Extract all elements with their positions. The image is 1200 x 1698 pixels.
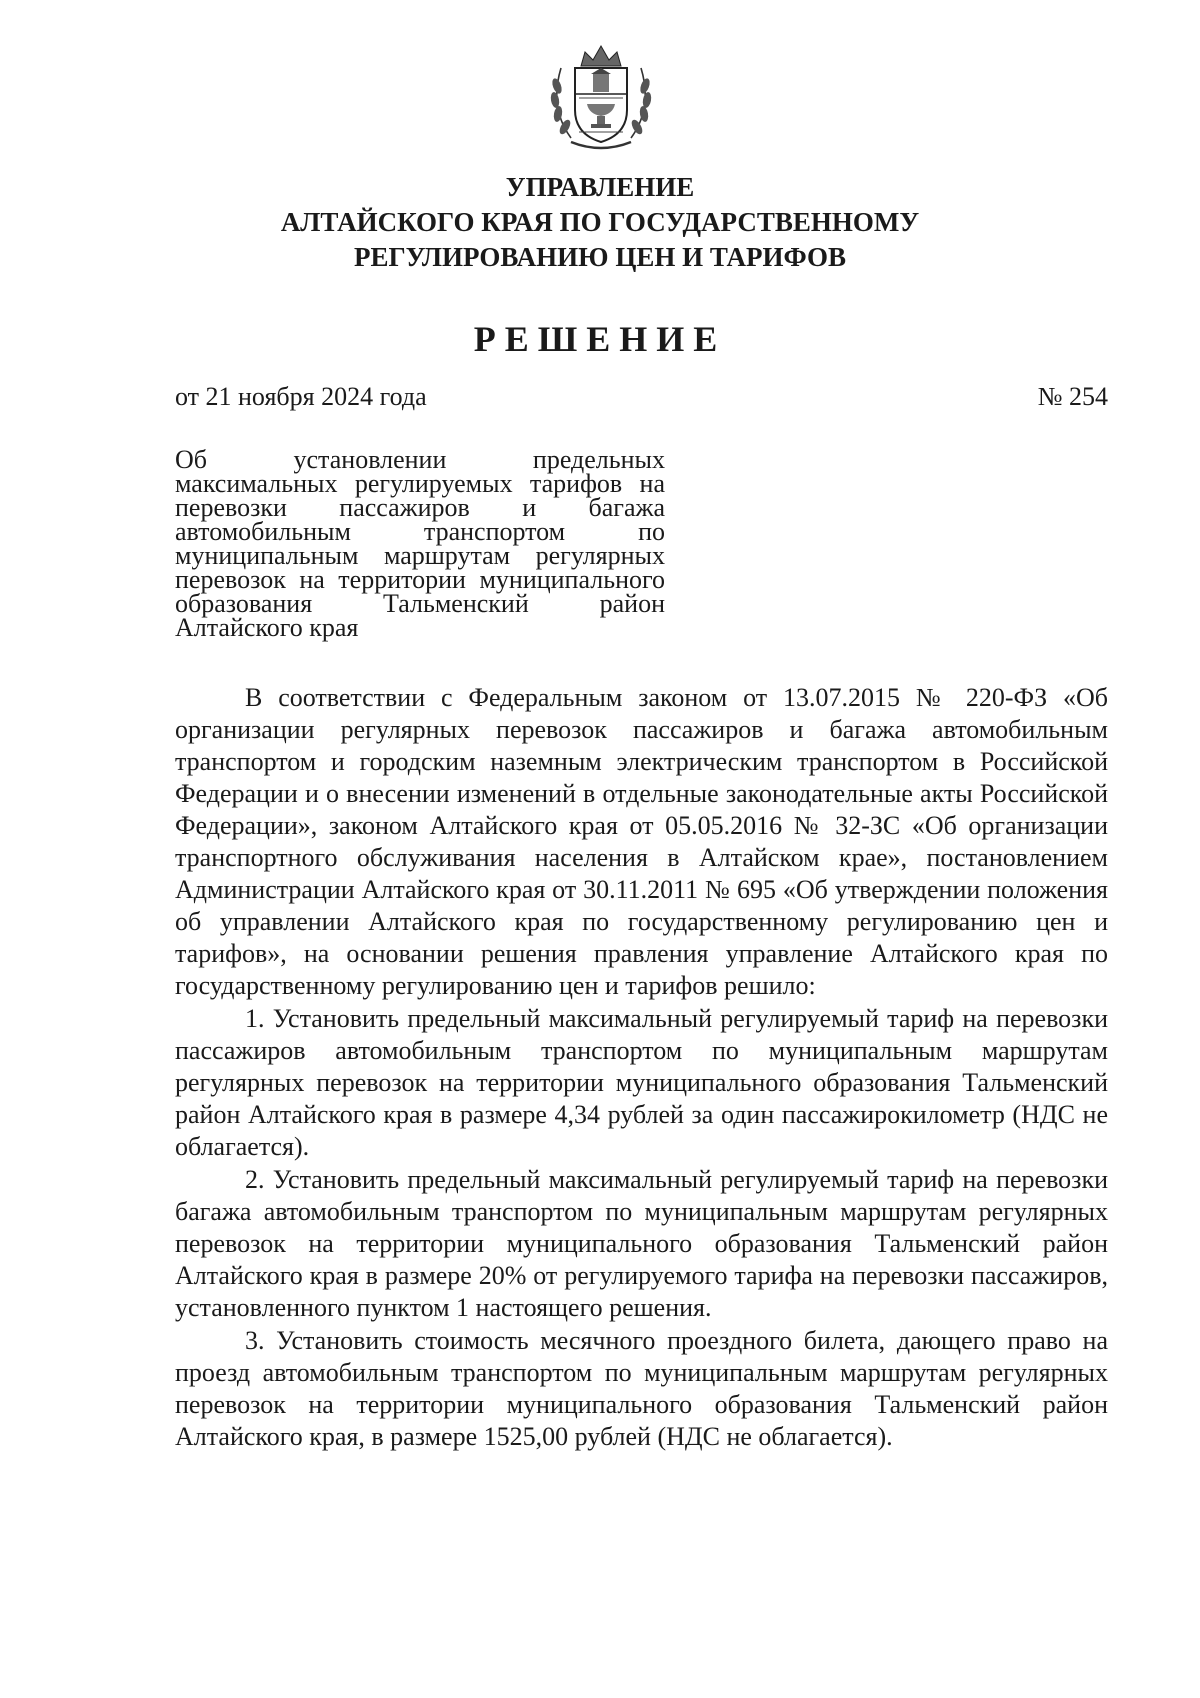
document-number: № 254 [1037,382,1108,411]
document-body [175,682,1108,1454]
authority-line-3: РЕГУЛИРОВАНИЮ ЦЕН И ТАРИФОВ [353,242,847,272]
authority-line-1: УПРАВЛЕНИЕ [505,172,695,202]
preamble-paragraph: В соответствии с Федеральным законом от 13.07.2015 № 220-ФЗ «Об организации регулярных перевозок пассажиров и багажа автомобильным транспортом и городским наземным электрическим транспортом в Российской Федерации и о внесении изменений в отдельные законодательные акты Российской Федерации», законом Алтайского края от 05.05.2016 № 32-ЗС «Об организации транспортного обслуживания населения в Алтайском крае», постановлением Администрации Алтайского края от 30.11.2011 № 695 «Об утверждении положения об управлении Алтайского края по государственному регулированию цен и тарифов», на основании решения правления управление Алтайского края по государственному регулированию цен и тарифов решило: [175,683,1108,1000]
decision-item-2: 2. Установить предельный максимальный регулируемый тариф на перевозки багажа автомобильным транспортом по муниципальным маршрутам регулярных перевозок на территории муниципального образования Тальменский район Алтайского края в размере 20% от регулируемого тарифа на перевозки пассажиров, установленного пунктом 1 настоящего решения. [175,1165,1108,1322]
document-title: РЕШЕНИЕ [473,319,727,359]
decision-item-1: 1. Установить предельный максимальный регулируемый тариф на перевозки пассажиров автомобильным транспортом по муниципальным маршрутам регулярных перевозок на территории муниципального образования Тальменский район Алтайского края в размере 4,34 рублей за один пассажирокилометр (НДС не облагается). [175,1004,1108,1161]
decision-item-3: 3. Установить стоимость месячного проездного билета, дающего право на проезд автомобильным транспортом по муниципальным маршрутам регулярных перевозок на территории муниципального образования Тальменский район Алтайского края, в размере 1525,00 рублей (НДС не облагается). [175,1326,1108,1451]
document-date: от 21 ноября 2024 года [175,382,427,411]
coat-of-arms-emblem [541,38,661,158]
issuing-authority [200,170,1000,275]
authority-line-2: АЛТАЙСКОГО КРАЯ ПО ГОСУДАРСТВЕННОМУ [280,207,920,237]
document-subject: Об установлении предельных максимальных регулируемых тарифов на перевозки пассажиров и багажа автомобильным транспортом по муниципальным маршрутам регулярных перевозок на территории муниципального образования Тальменский район Алтайского края [175,445,665,642]
